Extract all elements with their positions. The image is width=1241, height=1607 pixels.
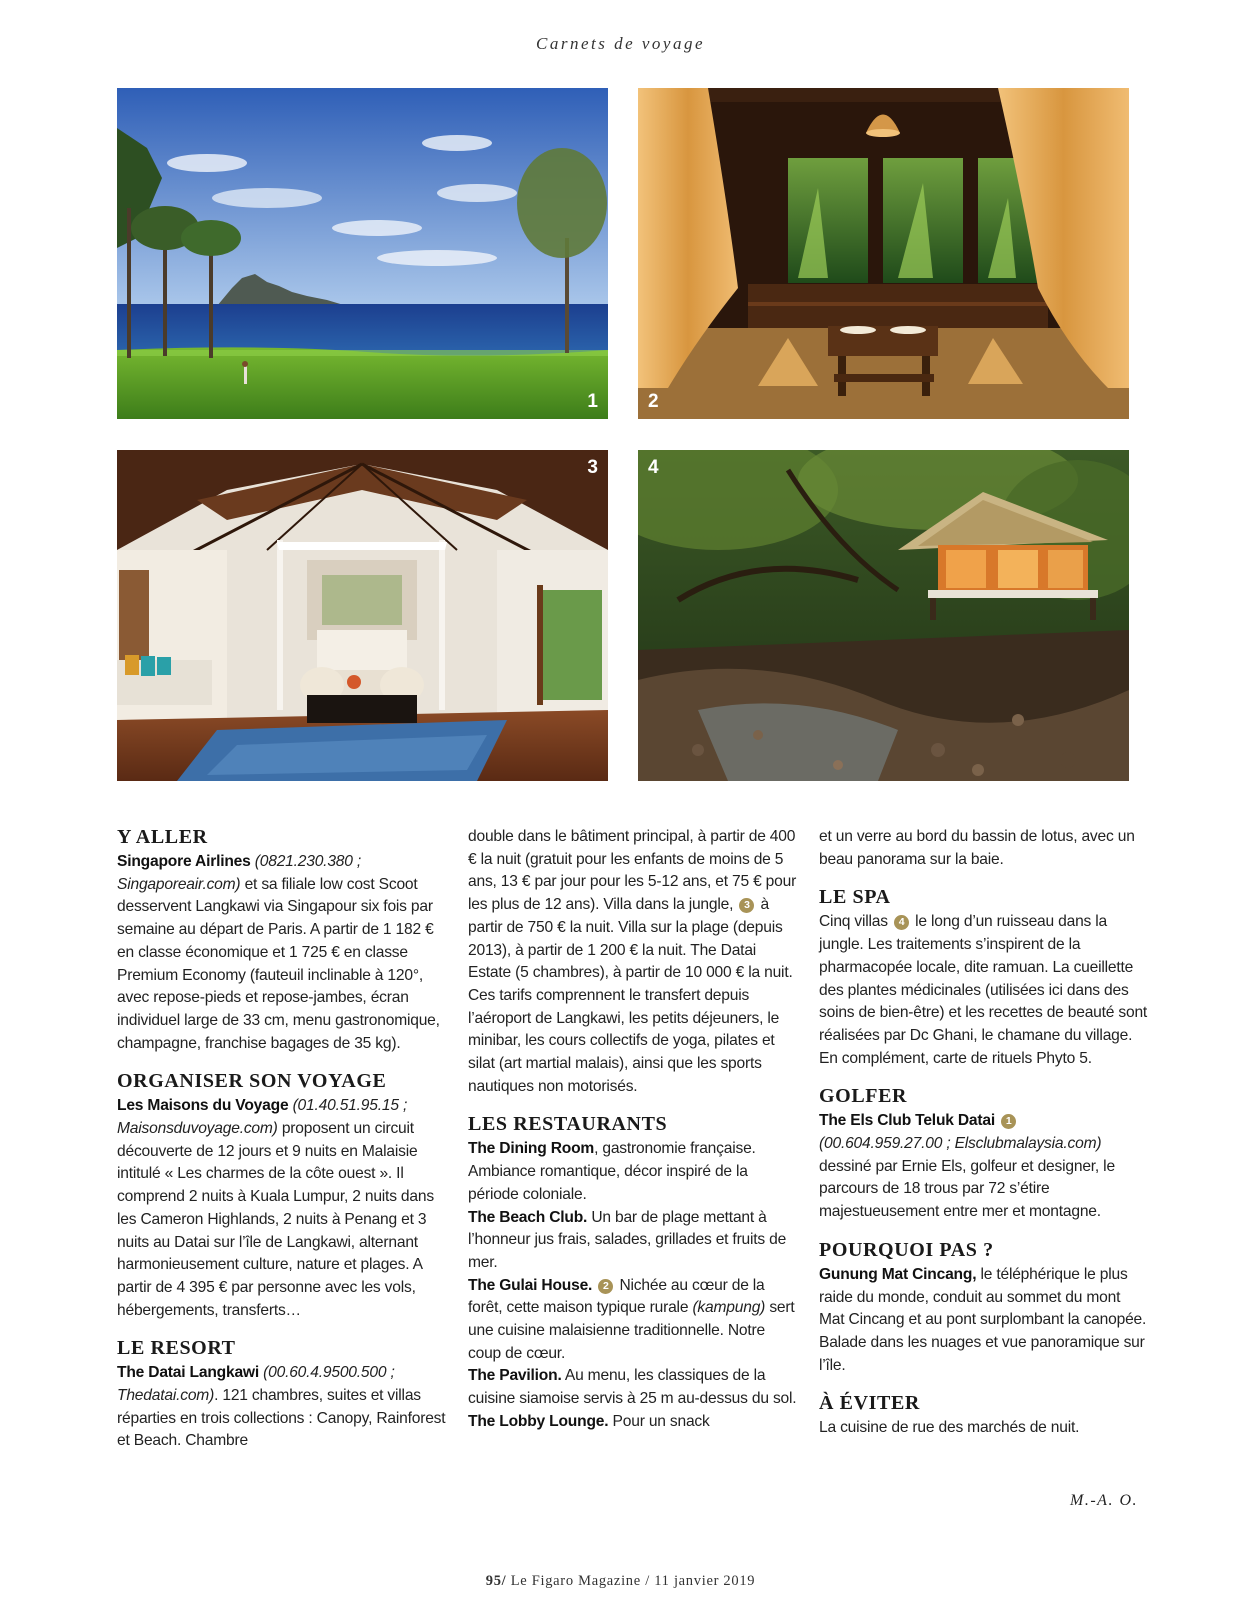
photo-reference-pin: 3 [739, 898, 754, 913]
restaurant-text: , gastronomie française. Ambiance romantique, décor inspiré de la période coloniale. [468, 1140, 756, 1203]
paragraph-resort [117, 1362, 447, 1453]
heading-restaurants: LES RESTAURANTS [468, 1113, 668, 1136]
photo-reference-pin: 2 [598, 1279, 613, 1294]
spa-text-continued: le long d’un ruisseau dans la jungle. Les traitements s’inspirent de la pharmacopée locale, dite ramuan. La cueillette des plantes médicinales (utilisées ici dans des soins de bien-être) et les recettes de beauté sont réalisées par Dc Ghani, le chamane du village. En complément, carte de rituels Phyto 5. [819, 913, 1148, 1067]
paragraph-spa [819, 911, 1149, 1070]
photo-villa-bedroom [117, 450, 608, 781]
restaurant-text: Un bar de plage mettant à l’honneur jus frais, salades, grillades et fruits de mer. [468, 1208, 787, 1271]
photo-reference-pin: 1 [1001, 1114, 1016, 1129]
paragraph-organiser [117, 1095, 447, 1322]
restaurant-name: The Pavilion. [468, 1367, 562, 1385]
publication-info: Le Figaro Magazine / 11 janvier 2019 [506, 1573, 756, 1589]
restaurant-text: Pour un snack [612, 1412, 710, 1430]
page-footer [0, 1573, 1241, 1590]
heading-golf: GOLFER [819, 1085, 908, 1108]
text-column-2 [468, 826, 798, 1434]
golf-club-name: The Els Club Teluk Datai [819, 1112, 996, 1130]
restaurant-text: Au menu, les classiques de la cuisine siamoise servis à 25 m au-dessus du sol. [468, 1367, 797, 1408]
page-number: 95/ [485, 1573, 507, 1589]
restaurant-name: The Gulai House. [468, 1276, 593, 1294]
heading-pourquoi-pas: POURQUOI PAS ? [819, 1238, 994, 1261]
restaurant-name: The Lobby Lounge. [468, 1412, 609, 1430]
kampung-term: (kampung) [692, 1299, 766, 1317]
paragraph-golf [819, 1110, 1149, 1224]
golf-text: dessiné par Ernie Els, golfeur et designer, le parcours de 18 trous par 72 s’étire majestueusement entre mer et montagne. [819, 1157, 1115, 1221]
photo-reference-pin: 4 [894, 915, 909, 930]
spa-text: Cinq villas [819, 913, 888, 931]
paragraph-resort-continued [468, 826, 798, 1098]
attraction-text: le téléphérique le plus raide du monde, conduit au sommet du mont Mat Cincang et au pont surplombant la canopée. Balade dans les nuages et vue panoramique sur l’île. [819, 1265, 1147, 1374]
running-head: Carnets de voyage [535, 34, 706, 53]
photo-pavilion-curtains [638, 88, 1129, 419]
heading-y-aller: Y ALLER [117, 826, 208, 848]
photo-number: 1 [587, 391, 598, 412]
paragraph-a-eviter: La cuisine de rue des marchés de nuit. [819, 1419, 1080, 1437]
airline-text: et sa filiale low cost Scoot desservent Langkawi via Singapour six fois par semaine au départ de Paris. A partir de 1 182 € en classe économique et 1 725 € en classe Premium Economy (fauteuil inclinable à 120°, avec repose-pieds et repose-jambes, écran individuel large de 33 cm, menu gastronomique, champagne, franchise bagages de 35 kg). [117, 875, 440, 1052]
restaurant-text: sert une cuisine malaisienne traditionnelle. Notre coup de cœur. [468, 1299, 795, 1362]
golf-club-contact: (00.604.959.27.00 ; Elsclubmalaysia.com) [819, 1135, 1102, 1153]
heading-organiser: ORGANISER SON VOYAGE [117, 1070, 387, 1093]
attraction-name: Gunung Mat Cincang, [819, 1265, 977, 1283]
heading-spa: LE SPA [819, 886, 891, 909]
paragraph-y-aller [117, 851, 447, 1055]
photo-number: 3 [587, 457, 598, 478]
resort-name: The Datai Langkawi [117, 1364, 259, 1382]
restaurant-name: The Beach Club. [468, 1208, 588, 1226]
airline-contact: (0821.230.380 ; Singaporeair.com) [117, 853, 361, 893]
text-column-3 [819, 826, 1149, 1440]
photo-number: 2 [648, 391, 659, 412]
resort-contact: (00.60.4.9500.500 ; Thedatai.com) [117, 1364, 395, 1405]
paragraph-lobby-continued: et un verre au bord du bassin de lotus, avec un beau panorama sur la baie. [819, 828, 1135, 868]
photo-jungle-villa [638, 450, 1129, 781]
airline-name: Singapore Airlines [117, 853, 251, 870]
paragraph-pourquoi-pas [819, 1264, 1149, 1378]
resort-rates-text-continued: à partir de 750 € la nuit. Villa sur la plage (depuis 2013), à partir de 1 200 € la nuit. The Datai Estate (5 chambres), à partir de 10 000 € la nuit. Ces tarifs comprennent le transfert depuis l’aéroport de Langkawi, les petits déjeuners, le minibar, les cours collectifs de yoga, pilates et silat (art martial malais), ainsi que les sports nautiques non motorisés. [468, 896, 793, 1095]
text-column-1 [117, 825, 447, 1453]
author-signature: M.-A. O. [1070, 1492, 1138, 1509]
heading-resort: LE RESORT [117, 1337, 236, 1360]
agency-text: proposent un circuit découverte de 12 jours et 9 nuits en Malaisie intitulé « Les charmes de la côte ouest ». Il comprend 2 nuits à Kuala Lumpur, 2 nuits dans les Cameron Highlands, 2 nuits à Penang et 3 nuits au Datai sur l’île de Langkawi, alternant harmonieusement culture, nature et plages. A partir de 4 395 € par personne avec les vols, hébergements, transferts… [117, 1120, 434, 1319]
resort-rates-text: double dans le bâtiment principal, à partir de 400 € la nuit (gratuit pour les enfants de moins de 5 ans, 13 € par jour pour les 5-12 ans, et 75 € pour les plus de 12 ans). Villa dans la jungle, [468, 828, 797, 914]
restaurant-text: Nichée au cœur de la forêt, cette maison typique rurale [468, 1276, 765, 1317]
agency-name: Les Maisons du Voyage [117, 1097, 289, 1115]
agency-contact: (01.40.51.95.15 ; Maisonsduvoyage.com) [117, 1097, 408, 1138]
photo-number: 4 [648, 457, 659, 478]
resort-text: . 121 chambres, suites et villas réparties en trois collections : Canopy, Rainforest et Beach. Chambre [117, 1387, 446, 1450]
heading-a-eviter: À ÉVITER [819, 1392, 920, 1415]
paragraph-restaurants [468, 1138, 798, 1433]
photo-golf-course [117, 88, 608, 419]
restaurant-name: The Dining Room [468, 1140, 595, 1158]
